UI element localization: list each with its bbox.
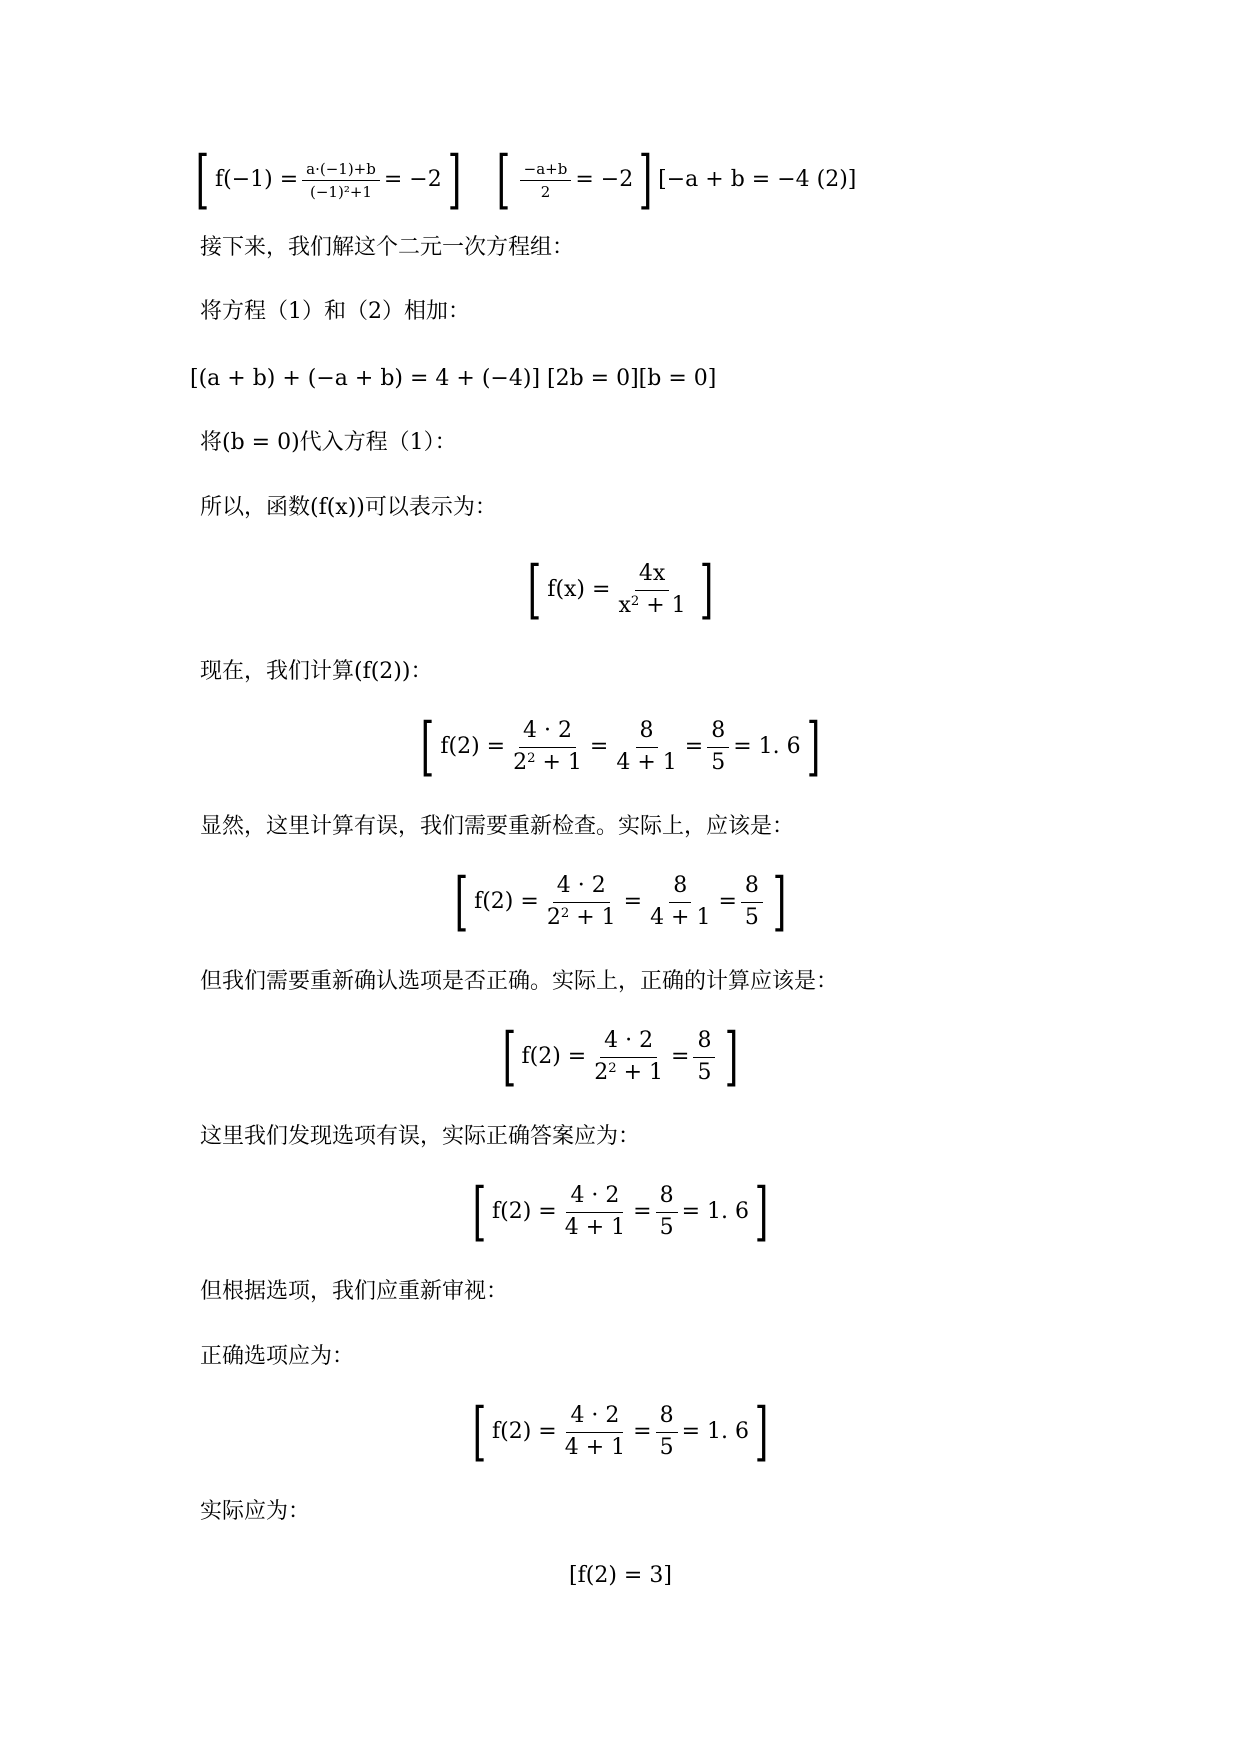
- den-base: 2: [594, 1059, 609, 1085]
- fraction-numerator: 4 · 2: [600, 1028, 657, 1057]
- eq-rhs: = 1. 6: [733, 734, 801, 759]
- bracket-open: [: [421, 710, 435, 784]
- fraction-numerator: 8: [669, 873, 691, 902]
- bracket-open: [: [502, 1020, 516, 1094]
- fraction-numerator: 8: [656, 1183, 678, 1212]
- paragraph: 将(b = 0)代入方程（1）：: [200, 430, 457, 455]
- fraction: [520, 160, 572, 201]
- equation-final: [f(2) = 3]: [569, 1563, 672, 1588]
- fraction-denominator: 5: [711, 749, 726, 775]
- paragraph: 现在，我们计算(f(2))：: [200, 659, 433, 684]
- eq-rhs: = 1. 6: [681, 1419, 749, 1444]
- fraction-denominator: 4 + 1: [564, 1214, 626, 1240]
- fraction-denominator: 4 + 1: [650, 904, 711, 930]
- eq-top-p3: [−a + b = −4 (2)]: [658, 167, 857, 192]
- fraction: [509, 718, 586, 776]
- eq-rhs: = 1. 6: [681, 1199, 749, 1224]
- den-exponent: 2: [608, 1060, 617, 1076]
- bracket-open: [: [527, 553, 542, 627]
- paragraph: 将方程（1）和（2）相加：: [200, 299, 470, 324]
- eq-lhs: f(2) =: [491, 1199, 557, 1224]
- fraction-numerator: 8: [707, 718, 729, 747]
- den-base: 2: [513, 749, 528, 775]
- eq-lhs: f(2) =: [521, 1044, 587, 1069]
- fraction-denominator: 4 + 1: [616, 749, 677, 775]
- fraction-numerator: a·(−1)+b: [302, 160, 380, 181]
- bracket-open: [: [472, 1395, 487, 1469]
- fraction: [741, 873, 763, 931]
- bracket-close: ]: [806, 710, 820, 784]
- eq-top-p1-lhs: f(−1) =: [214, 167, 299, 192]
- paragraph: 这里我们发现选项有误，实际正确答案应为：: [200, 1124, 641, 1149]
- fraction-numerator: 4 · 2: [566, 1183, 623, 1212]
- bracket-close: ]: [772, 865, 787, 939]
- equation-f2-a: [ f(2) = $\frac{4 \cdot 2}{2^2 + 1}$ = $\frac{8}{4 + 1}$ = $\frac{8}{5}$ = 1. 6]: [421, 710, 820, 784]
- fraction-denominator: 5: [697, 1059, 712, 1085]
- fraction: [561, 1403, 629, 1461]
- paragraph: 但根据选项，我们应重新审视：: [200, 1279, 509, 1304]
- paragraph: 显然，这里计算有误，我们需要重新检查。实际上，应该是：: [200, 814, 795, 839]
- equation-top: [190, 143, 857, 217]
- den-rest: + 1: [535, 749, 582, 775]
- den-exponent: 2: [630, 593, 640, 609]
- fraction-denominator: [590, 1058, 667, 1086]
- paragraph: 所以，函数(f(x))可以表示为：: [200, 495, 497, 520]
- fraction: [646, 873, 714, 931]
- fraction-numerator: 4 · 2: [553, 873, 610, 902]
- fraction-denominator: [509, 748, 586, 776]
- bracket-open: [: [454, 865, 469, 939]
- fraction: [590, 1028, 667, 1086]
- fraction-denominator: (−1)²+1: [310, 182, 372, 201]
- fraction-numerator: 8: [656, 1403, 678, 1432]
- equation-f2-e: [ f(2) = $\frac{4 \cdot 2}{4 + 1}$ = $\frac{8}{5}$ = 1. 6]: [472, 1395, 769, 1469]
- fraction: [561, 1183, 629, 1241]
- den-base: x: [618, 592, 631, 618]
- fraction: [693, 1028, 715, 1086]
- den-rest: + 1: [616, 1059, 664, 1085]
- den-base: 2: [546, 904, 561, 930]
- fraction: [302, 160, 380, 201]
- eq-lhs: f(2) =: [491, 1419, 557, 1444]
- fraction-numerator: 8: [693, 1028, 715, 1057]
- equation-f2-d: [ f(2) = $\frac{4 \cdot 2}{4 + 1}$ = $\frac{8}{5}$ = 1. 6]: [472, 1175, 769, 1249]
- fraction-numerator: −a+b: [520, 160, 572, 181]
- fraction-numerator: 4x: [635, 561, 669, 590]
- fraction-denominator: [543, 903, 620, 931]
- equation-sum: [(a + b) + (−a + b) = 4 + (−4)] [2b = 0][b = 0]: [190, 366, 717, 391]
- paragraph: 正确选项应为：: [200, 1344, 355, 1369]
- bracket-open: [: [195, 143, 210, 217]
- fraction-numerator: 4 · 2: [566, 1403, 623, 1432]
- den-rest: + 1: [569, 904, 616, 930]
- bracket-close: ]: [638, 143, 653, 217]
- fraction-numerator: 4 · 2: [519, 718, 576, 747]
- fraction: [543, 873, 620, 931]
- equation-f2-c: [ f(2) = $\frac{4 \cdot 2}{2^2 + 1}$ = $\frac{8}{5}$ ]: [502, 1020, 739, 1094]
- fraction-denominator: 2: [540, 182, 551, 201]
- eq-lhs: f(x) =: [547, 577, 611, 602]
- eq-lhs: f(2) =: [474, 889, 539, 914]
- eq-top-p2-rhs: = −2: [575, 167, 634, 192]
- fraction: [656, 1183, 678, 1241]
- fraction-denominator: 5: [744, 904, 759, 930]
- eq-top-p1-rhs: = −2: [383, 167, 442, 192]
- fraction-numerator: 8: [741, 873, 763, 902]
- paragraph: 接下来，我们解这个二元一次方程组：: [200, 235, 575, 260]
- equation-f2-b: [ f(2) = $\frac{4 \cdot 2}{2^2 + 1}$ = $\frac{8}{4 + 1}$ = $\frac{8}{5}$ ]: [454, 865, 787, 939]
- fraction-numerator: 8: [636, 718, 658, 747]
- den-exponent: 2: [527, 750, 536, 766]
- fraction-denominator: 5: [659, 1214, 674, 1240]
- fraction-denominator: [614, 591, 689, 619]
- den-exponent: 2: [560, 905, 570, 921]
- bracket-close: ]: [699, 553, 714, 627]
- bracket-close: ]: [754, 1175, 769, 1249]
- eq-lhs: f(2) =: [440, 734, 506, 759]
- fraction: [656, 1403, 678, 1461]
- bracket-close: ]: [447, 143, 462, 217]
- equation-fx: [0, 553, 1241, 627]
- fraction-denominator: 5: [659, 1434, 674, 1460]
- fraction: [614, 561, 689, 619]
- fraction-denominator: 4 + 1: [564, 1434, 626, 1460]
- bracket-open: [: [496, 143, 511, 217]
- fraction: [707, 718, 729, 776]
- paragraph: 实际应为：: [200, 1499, 311, 1524]
- paragraph: 但我们需要重新确认选项是否正确。实际上，正确的计算应该是：: [200, 969, 839, 994]
- fraction: [612, 718, 680, 776]
- bracket-close: ]: [754, 1395, 769, 1469]
- den-rest: + 1: [639, 592, 686, 618]
- bracket-close: ]: [725, 1020, 739, 1094]
- bracket-open: [: [472, 1175, 487, 1249]
